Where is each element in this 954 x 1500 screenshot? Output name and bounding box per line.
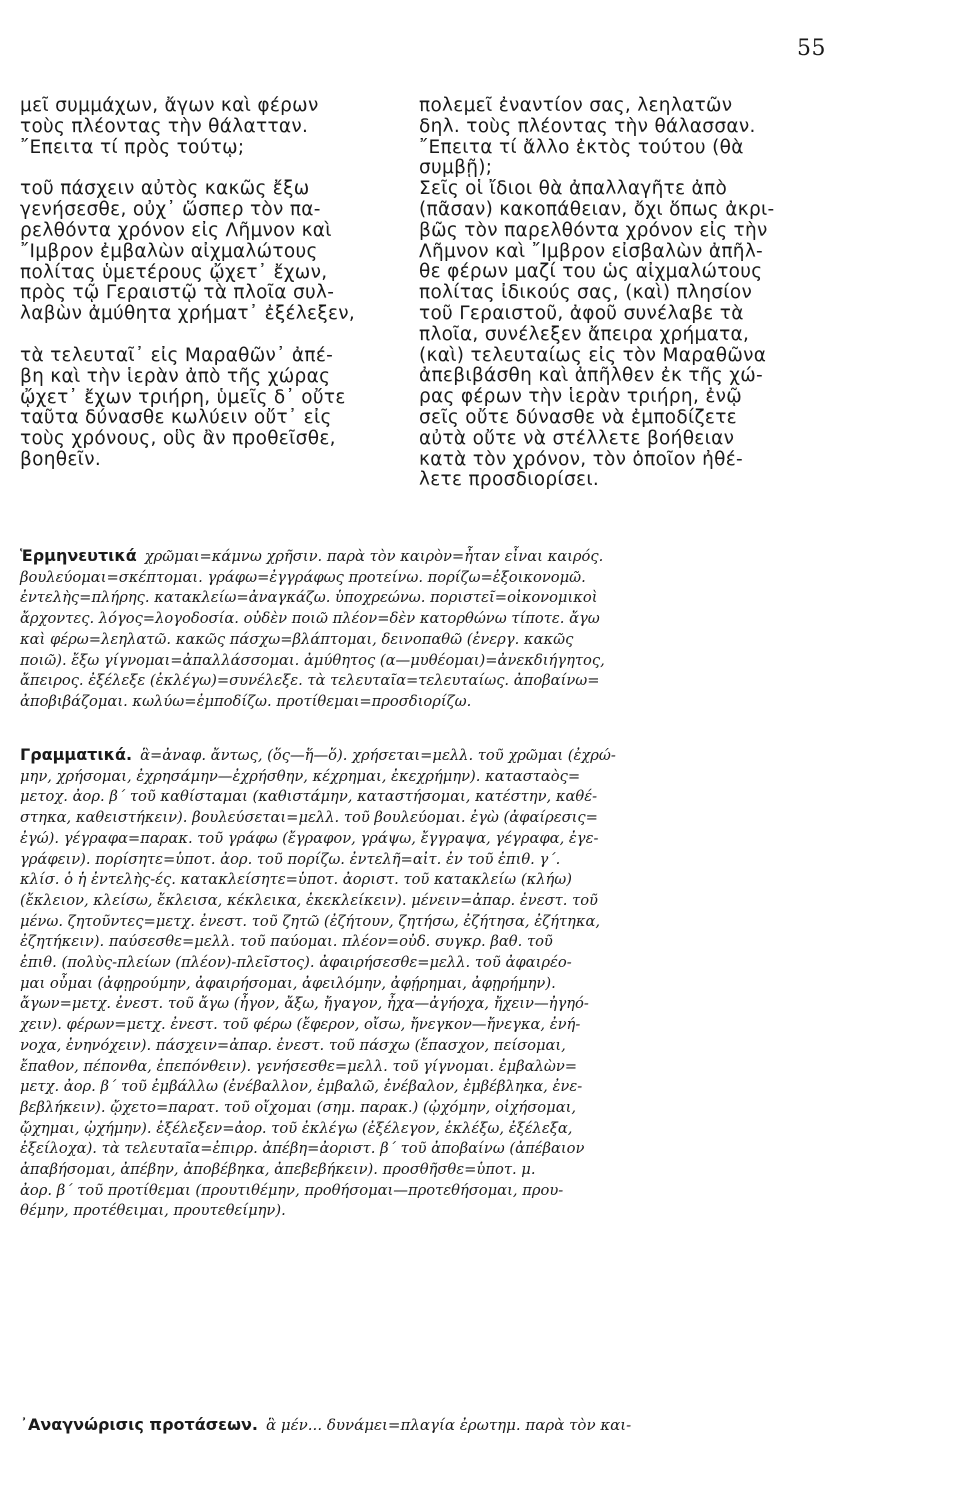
hermeneutika-section bbox=[20, 546, 840, 713]
note-line: ᾤχημαι, ᾠχήμην). ἐξέλεξεν=ἀορ. τοῦ ἐκλέγω (ἐξέλεγον, ἐκλέξω, ἐξέλεξα, bbox=[20, 1119, 573, 1137]
note-line: μην, χρήσομαι, ἐχρησάμην—ἐχρήσθην, κέχρημαι, ἐκεχρήμην). κατασταὸς= bbox=[20, 767, 581, 785]
note-line: ἀπαβήσομαι, ἀπέβην, ἀποβέβηκα, ἀπεβεβήκειν). προσθῆσθε=ὑποτ. μ. bbox=[20, 1161, 536, 1179]
text-line: ἀπεβιβάσθη καὶ ἀπῆλθεν ἐκ τῆς χώ- bbox=[419, 365, 763, 387]
text-line: ρας φέρων τὴν ἱερὰν τριήρη, ἐνῷ bbox=[419, 386, 743, 408]
note-line: ἀποβιβάζομαι. κωλύω=ἐμποδίζω. προτίθεμαι=προσδιορίζω. bbox=[20, 692, 472, 710]
grammatika-heading: Γραμματικά. bbox=[20, 745, 133, 764]
text-line: ῎Επειτα τί πρὸς τούτῳ; bbox=[20, 136, 245, 158]
text-line: ρελθόντα χρόνον εἰς Λῆμνον καὶ bbox=[20, 219, 332, 241]
text-line: (καὶ) τελευταίως εἰς τὸν Μαραθῶνα bbox=[419, 344, 767, 366]
note-line: μετχ. ἀορ. β´ τοῦ ἐμβάλλω (ἐνέβαλλον, ἐμβαλῶ, ἐνέβαλον, ἐμβέβληκα, ἐνε- bbox=[20, 1078, 583, 1096]
note-line: μαι οὖμαι (ἀφῃρούμην, ἀφαιρήσομαι, ἀφειλόμην, ἀφῄρημαι, ἀφῃρήμην). bbox=[20, 974, 556, 992]
text-line: πολεμεῖ ἐναντίον σας, λεηλατῶν bbox=[419, 95, 733, 116]
text-line: τοὺς πλέοντας τὴν θάλατταν. bbox=[20, 115, 309, 137]
note-line: ἐξείλοχα). τὰ τελευταῖα=ἐπιρρ. ἀπέβη=ἀοριστ. β´ τοῦ ἀποβαίνω (ἀπέβαιον bbox=[20, 1140, 585, 1158]
text-line: τοῦ Γεραιστοῦ, ἀφοῦ συνέλαβε τὰ bbox=[419, 302, 744, 324]
note-line: καὶ φέρω=λεηλατῶ. κακῶς πάσχω=βλάπτομαι, δεινοπαθῶ (ἐνεργ. κακῶς bbox=[20, 630, 574, 648]
text-line: Σεῖς οἱ ἴδιοι θὰ ἀπαλλαγῆτε ἀπὸ bbox=[419, 178, 728, 200]
text-line: (πᾶσαν) κακοπάθειαν, ὄχι ὅπως ἀκρι- bbox=[419, 198, 775, 220]
text-line: λετε προσδιορίσει. bbox=[419, 469, 600, 491]
text-line: γενήσεσθε, οὐχ᾽ ὥσπερ τὸν πα- bbox=[20, 199, 321, 221]
text-line: ταῦτα δύνασθε κωλύειν οὔτ᾽ εἰς bbox=[20, 407, 332, 429]
note-line: βουλεύομαι=σκέπτομαι. γράφω=ἐγγράφως προτείνω. πορίζω=ἐξοικονομῶ. bbox=[20, 568, 586, 586]
text-line: κατὰ τὸν χρόνον, τὸν ὁποῖον ἠθέ- bbox=[419, 448, 744, 470]
note-line: ἄρχοντες. λόγος=λογοδοσία. οὐδὲν ποιῶ πλέον=δὲν κατορθώνω τίποτε. ἄγω bbox=[20, 610, 600, 628]
text-line: ῎Επειτα τί ἄλλο ἐκτὸς τούτου (θὰ bbox=[419, 136, 744, 158]
text-line: βῶς τὸν παρελθόντα χρόνον εἰς τὴν bbox=[419, 219, 768, 241]
page-number: 55 bbox=[797, 36, 826, 61]
text-line: μεῖ συμμάχων, ἄγων καὶ φέρων bbox=[20, 95, 319, 116]
text-line: τοὺς χρόνους, οὓς ἂν προθεῖσθε, bbox=[20, 428, 336, 450]
right-column-translation bbox=[419, 96, 834, 491]
note-line: μετοχ. ἀορ. β´ τοῦ καθίσταμαι (καθιστάμην, καταστήσομαι, κατέστην, καθέ- bbox=[20, 788, 598, 806]
text-line: σεῖς οὔτε δύνασθε νὰ ἐμποδίζετε bbox=[419, 406, 737, 428]
text-line: πολίτας ὑμετέρους ᾤχετ᾽ ἔχων, bbox=[20, 261, 328, 283]
text-line: λαβὼν ἀμύθητα χρήματ᾽ ἐξέλεξεν, bbox=[20, 303, 356, 325]
text-line: Λῆμνον καὶ ῎Ιμβρον εἰσβαλὼν ἀπῆλ- bbox=[419, 240, 764, 262]
note-line: χειν). φέρων=μετχ. ἐνεστ. τοῦ φέρω (ἔφερον, οἴσω, ἤνεγκον—ἤνεγκα, ἐνή- bbox=[20, 1016, 581, 1034]
text-line: δηλ. τοὺς πλέοντας τὴν θάλασσαν. bbox=[419, 115, 756, 137]
anagnorisis-section bbox=[20, 1415, 840, 1436]
note-line: βεβλήκειν). ᾤχετο=παρατ. τοῦ οἴχομαι (σημ. παρακ.) (ᾠχόμην, οἰχήσομαι, bbox=[20, 1098, 577, 1116]
note-line: νοχα, ἐνηνόχειν). πάσχειν=ἀπαρ. ἐνεστ. τοῦ πάσχω (ἔπασχον, πείσομαι, bbox=[20, 1036, 566, 1054]
note-line: ἐπιθ. (πολὺς-πλείων (πλέον)-πλεῖστος). ἀφαιρήσεσθε=μελλ. τοῦ ἀφαιρέο- bbox=[20, 954, 572, 972]
text-line: τὰ τελευταῖ᾽ εἰς Μαραθῶν᾽ ἀπέ- bbox=[20, 344, 334, 366]
text-line: συμβῇ); bbox=[419, 157, 493, 179]
note-line: θέμην, προτέθειμαι, προυτεθείμην). bbox=[20, 1202, 286, 1220]
note-line: ἀορ. β´ τοῦ προτίθεμαι (προυτιθέμην, προθήσομαι—προτεθήσομαι, πρου- bbox=[20, 1181, 564, 1199]
note-line: χρῶμαι=κάμνω χρῆσιν. παρὰ τὸν καιρὸν=ἦταν εἶναι καιρός. bbox=[144, 548, 604, 565]
note-line: ἃ=ἀναφ. ἄντως, (ὅς—ἥ—ὅ). χρήσεται=μελλ. τοῦ χρῶμαι (ἐχρώ- bbox=[140, 747, 616, 764]
note-line: ἄγων=μετχ. ἐνεστ. τοῦ ἄγω (ἦγον, ἄξω, ἤγαγον, ἦχα—ἀγήοχα, ἤχειν—ἠγηό- bbox=[20, 995, 589, 1013]
note-line: ἄπειρος. ἐξέλεξε (ἐκλέγω)=συνέλεξε. τὰ τελευταῖα=τελευταίως. ἀποβαίνω= bbox=[20, 672, 600, 690]
note-line: κλίσ. ὁ ἡ ἐντελὴς-ές. κατακλείσητε=ὑποτ. ἀοριστ. τοῦ κατακλείω (κλήω) bbox=[20, 871, 573, 889]
note-line: μένω. ζητοῦντες=μετχ. ἐνεστ. τοῦ ζητῶ (ἐζήτουν, ζητήσω, ἐζήτησα, ἐζήτηκα, bbox=[20, 912, 601, 930]
note-line: στηκα, καθειστήκειν). βουλεύσεται=μελλ. τοῦ βουλεύομαι. ἐγὼ (ἀφαίρεσις= bbox=[20, 809, 598, 827]
left-column-original-text bbox=[20, 96, 400, 471]
note-line: γράφειν). πορίσητε=ὑποτ. ἀορ. τοῦ πορίζω. ἐντελῆ=αἰτ. ἐν τοῦ ἐπιθ. γ΄. bbox=[20, 850, 561, 868]
text-line: πολίτας ἰδικούς σας, (καὶ) πλησίον bbox=[419, 282, 753, 304]
note-line: ἐντελὴς=πλήρης. κατακλείω=ἀναγκάζω. ὑποχρεώνω. ποριστεῖ=οἰκονομικοὶ bbox=[20, 589, 598, 607]
text-line: ᾤχετ᾽ ἔχων τριήρη, ὑμεῖς δ᾽ οὔτε bbox=[20, 386, 346, 408]
text-line: βοηθεῖν. bbox=[20, 448, 102, 470]
note-line: ἔπαθον, πέπονθα, ἐπεπόνθειν). γενήσεσθε=μελλ. τοῦ γίγνομαι. ἐμβαλὼν= bbox=[20, 1057, 578, 1075]
hermeneutika-heading: Ἑρμηνευτικά bbox=[20, 546, 137, 565]
note-line: ἐγώ). γέγραφα=παρακ. τοῦ γράφω (ἔγραφον, γράψω, ἔγγραψα, γέγραφα, ἐγε- bbox=[20, 829, 599, 847]
note-line: ἐζητήκειν). παύσεσθε=μελλ. τοῦ παύομαι. πλέον=οὐδ. συγκρ. βαθ. τοῦ bbox=[20, 933, 553, 951]
anagnorisis-heading: ᾽Αναγνώρισις προτάσεων. bbox=[20, 1415, 258, 1434]
note-line: (ἔκλειον, κλείσω, ἔκλεισα, κέκλεικα, ἐκεκλείκειν). μένειν=ἀπαρ. ἐνεστ. τοῦ bbox=[20, 891, 598, 909]
text-line: πρὸς τῷ Γεραιστῷ τὰ πλοῖα συλ- bbox=[20, 282, 335, 304]
text-line: βη καὶ τὴν ἱερὰν ἀπὸ τῆς χώρας bbox=[20, 365, 331, 387]
note-line: ἃ μέν... δυνάμει=πλαγία ἐρωτημ. παρὰ τὸν και- bbox=[265, 1416, 632, 1434]
text-line: αὐτὰ οὔτε νὰ στέλλετε βοήθειαν bbox=[419, 427, 735, 449]
grammatika-section bbox=[20, 745, 840, 1222]
text-line: ῎Ιμβρον ἐμβαλὼν αἰχμαλώτους bbox=[20, 240, 318, 262]
note-line: ποιῶ). ἔξω γίγνομαι=ἀπαλλάσσομαι. ἀμύθητος (α—μυθέομαι)=ἀνεκδιήγητος, bbox=[20, 651, 605, 669]
text-line: πλοῖα, συνέλεξεν ἄπειρα χρήματα, bbox=[419, 323, 750, 345]
text-line: τοῦ πάσχειν αὐτὸς κακῶς ἔξω bbox=[20, 178, 310, 200]
text-line: θε φέρων μαζί του ὡς αἰχμαλώτους bbox=[419, 261, 763, 283]
